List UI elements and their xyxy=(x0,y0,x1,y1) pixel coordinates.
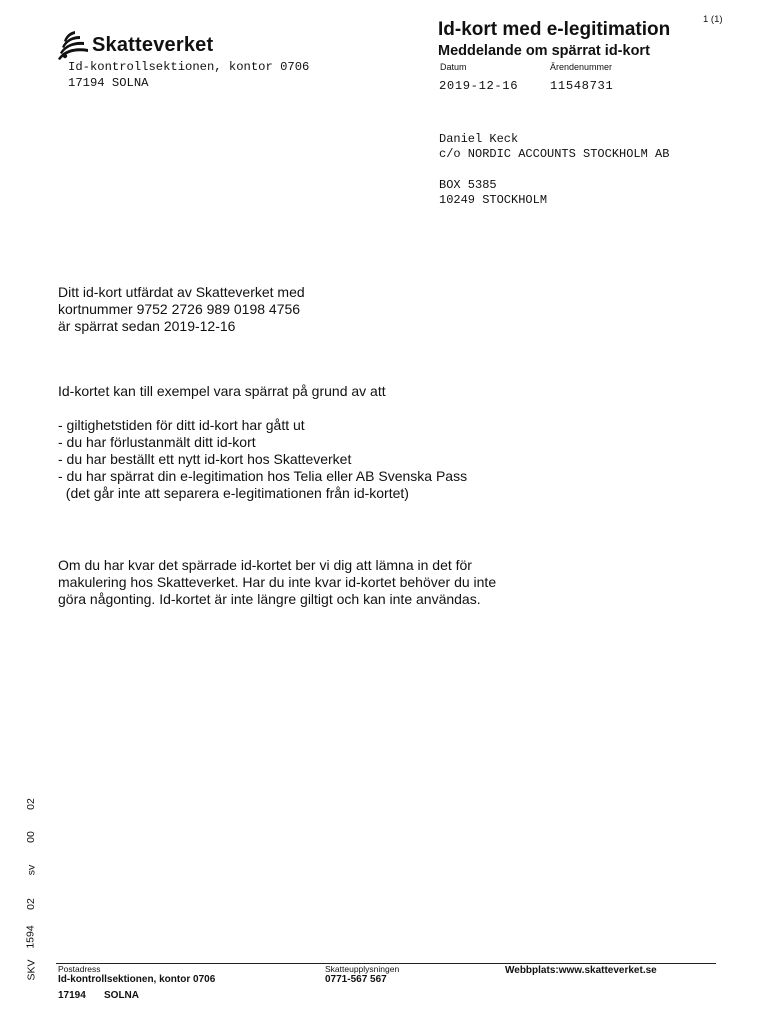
reason-intro: Id-kortet kan till exempel vara spärrat på grund av att xyxy=(58,383,386,399)
card-info-line-1: Ditt id-kort utfärdat av Skatteverket med xyxy=(58,284,305,300)
return-card-paragraph xyxy=(58,557,496,608)
list-item: (det går inte att separera e-legitimationen från id-kortet) xyxy=(58,485,409,501)
footer-postal-city: SOLNA xyxy=(104,990,139,1001)
return-line-2: makulering hos Skatteverket. Har du inte kvar id-kortet behöver du inte xyxy=(58,574,497,590)
date-label: Datum xyxy=(440,62,467,72)
footer-website: Webbplats:www.skatteverket.se xyxy=(505,965,657,976)
card-info-paragraph xyxy=(58,284,305,335)
list-item: - du har spärrat din e-legitimation hos Telia eller AB Svenska Pass xyxy=(58,468,468,484)
recipient-name: Daniel Keck xyxy=(439,132,519,146)
card-info-line-3: är spärrat sedan 2019-12-16 xyxy=(58,318,236,334)
recipient-co: c/o NORDIC ACCOUNTS STOCKHOLM AB xyxy=(439,147,670,162)
recipient-box: BOX 5385 xyxy=(439,177,497,192)
recipient-address xyxy=(439,132,669,208)
skatteverket-logo xyxy=(54,28,213,62)
date-value: 2019-12-16 xyxy=(439,79,519,93)
form-code-part: SKV xyxy=(25,959,38,981)
document-subtitle: Meddelande om spärrat id-kort xyxy=(438,43,650,59)
footer-postal-zip: 17194 xyxy=(58,990,86,1001)
page-number: 1 (1) xyxy=(703,14,723,25)
return-line-1: Om du har kvar det spärrade id-kortet ber vi dig att lämna in det för xyxy=(58,557,472,573)
case-number-value: 11548731 xyxy=(550,79,614,93)
footer-postal-label: Postadress xyxy=(58,964,101,974)
form-code-part: sv xyxy=(25,865,37,876)
footer-info-label: Skatteupplysningen xyxy=(325,964,400,974)
form-code-part: 00 xyxy=(25,831,37,844)
sender-address xyxy=(68,60,309,91)
list-item: - du har beställt ett nytt id-kort hos Skatteverket xyxy=(58,451,352,467)
skatteverket-crown-icon xyxy=(54,29,90,61)
form-code-part: 02 xyxy=(25,897,37,910)
form-code-part: 1594 xyxy=(25,925,38,949)
document-title: Id-kort med e-legitimation xyxy=(438,19,671,40)
card-info-line-2: kortnummer 9752 2726 989 0198 4756 xyxy=(58,301,301,317)
return-line-3: göra någonting. Id-kortet är inte längre giltigt och kan inte användas. xyxy=(58,591,481,607)
list-item: - giltighetstiden för ditt id-kort har gått ut xyxy=(58,417,305,433)
footer-postal-line: Id-kontrollsektionen, kontor 0706 xyxy=(58,974,216,985)
recipient-postal: 10249 STOCKHOLM xyxy=(439,192,548,207)
list-item: - du har förlustanmält ditt id-kort xyxy=(58,434,256,450)
reason-list xyxy=(58,417,467,502)
form-code-part: 02 xyxy=(25,798,37,810)
logo-wordmark: Skatteverket xyxy=(92,33,214,56)
sender-line-2: 17194 SOLNA xyxy=(68,75,149,90)
footer-info-phone: 0771-567 567 xyxy=(325,974,387,985)
form-code xyxy=(23,798,39,981)
sender-line-1: Id-kontrollsektionen, kontor 0706 xyxy=(68,60,310,74)
case-number-label: Ärendenummer xyxy=(550,62,613,72)
